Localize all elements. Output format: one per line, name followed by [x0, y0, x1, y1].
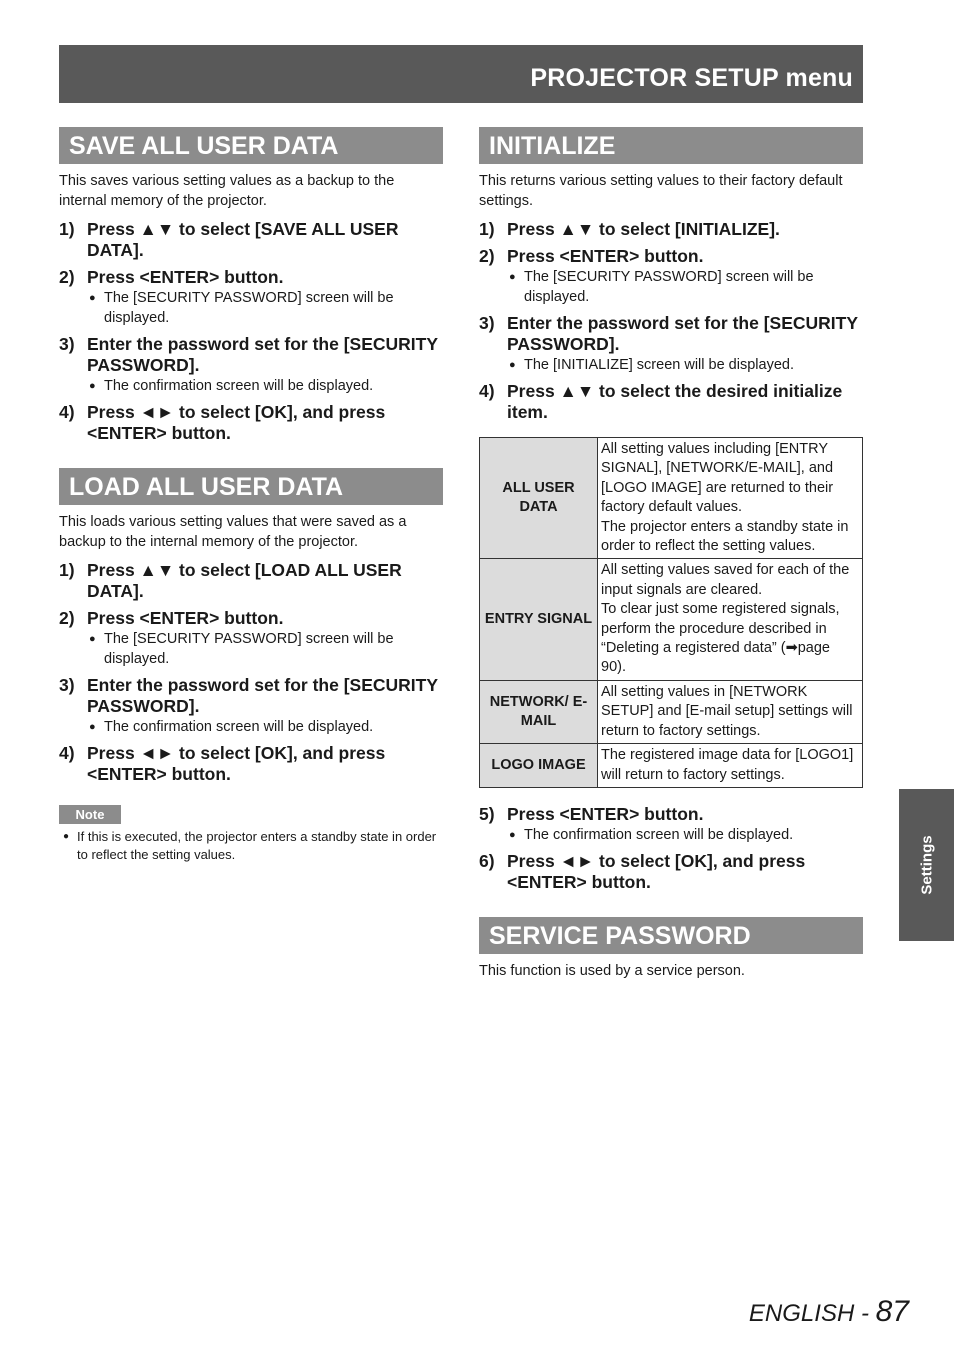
step-number: 2) [479, 246, 495, 266]
step-number: 2) [59, 608, 75, 628]
table-value-cell: All setting values in [NETWORK SETUP] and [E-mail setup] settings will return to factory settings. [598, 680, 863, 743]
bullet-text: The [INITIALIZE] screen will be displayed. [524, 357, 794, 373]
step-number: 5) [479, 803, 495, 824]
step-number: 6) [479, 850, 495, 871]
save-steps [59, 219, 443, 444]
step-item [479, 381, 863, 423]
step-bullet [59, 376, 443, 396]
step-bullet [59, 629, 443, 669]
step-number: 1) [59, 560, 75, 580]
table-value-cell: The registered image data for [LOGO1] will return to factory settings. [598, 744, 863, 788]
side-tab-label: Settings [918, 835, 935, 895]
service-password-heading: SERVICE PASSWORD [479, 917, 863, 954]
left-column [59, 127, 443, 864]
step-number: 2) [59, 267, 75, 287]
page-header [59, 45, 863, 103]
step-text: Press <ENTER> button. [507, 246, 704, 266]
bullet-text: The confirmation screen will be displayed. [524, 826, 794, 843]
step-text: Press ◄► to select [OK], and press <ENTER> button. [87, 743, 386, 784]
bullet-icon: ● [89, 380, 96, 392]
footer-language: ENGLISH - [748, 1300, 876, 1327]
bullet-icon: ● [509, 828, 516, 841]
note-item [59, 828, 443, 864]
table-key-cell: LOGO IMAGE [480, 744, 598, 788]
table-key-cell: ENTRY SIGNAL [480, 559, 598, 680]
step-number: 4) [479, 381, 495, 401]
table-value-cell: All setting values saved for each of the input signals are cleared. To clear just some registered signals, perform the procedure described in “Deleting a registered data” (➡page 90). [598, 559, 863, 680]
initialize-steps-after [479, 804, 863, 893]
step-number: 1) [479, 219, 495, 239]
step-text: Press ▲▼ to select [SAVE ALL USER DATA]. [87, 219, 399, 260]
step-item [479, 804, 863, 845]
step-number: 4) [59, 743, 75, 763]
step-item [59, 743, 443, 785]
initialize-items-table [479, 437, 863, 788]
step-text: Press ◄► to select [OK], and press <ENTER> button. [87, 402, 386, 443]
step-bullet [59, 288, 443, 328]
step-item [59, 334, 443, 396]
step-text: Press ◄► to select [OK], and press <ENTER> button. [507, 850, 806, 892]
save-intro: This saves various setting values as a backup to the internal memory of the projector. [59, 173, 395, 209]
initialize-intro: This returns various setting values to their factory default settings. [479, 173, 843, 209]
load-intro: This loads various setting values that were saved as a backup to the internal memory of the projector. [59, 514, 407, 550]
step-item [479, 851, 863, 893]
step-item [59, 560, 443, 602]
save-all-user-data-heading: SAVE ALL USER DATA [59, 127, 443, 164]
step-number: 3) [479, 313, 495, 333]
step-item [59, 608, 443, 669]
bullet-text: The [SECURITY PASSWORD] screen will be displayed. [524, 269, 814, 305]
step-item [59, 267, 443, 328]
note-text: If this is executed, the projector enters a standby state in order to reflect the setting values. [77, 829, 437, 862]
step-text: Press <ENTER> button. [507, 803, 704, 824]
bullet-text: The confirmation screen will be displayed. [104, 378, 374, 394]
step-text: Press ▲▼ to select [INITIALIZE]. [507, 219, 780, 239]
step-bullet [479, 825, 863, 845]
table-row [480, 438, 863, 559]
step-text: Press ▲▼ to select [LOAD ALL USER DATA]. [87, 560, 402, 601]
table-row [480, 744, 863, 788]
bullet-icon: ● [63, 831, 70, 842]
page-footer [749, 1295, 909, 1329]
table-key-cell: ALL USER DATA [480, 438, 598, 559]
step-item [479, 219, 863, 240]
step-number: 3) [59, 334, 75, 354]
bullet-icon: ● [509, 271, 516, 283]
bullet-text: The [SECURITY PASSWORD] screen will be displayed. [104, 290, 394, 326]
bullet-text: The confirmation screen will be displayed. [104, 719, 374, 735]
table-row [480, 559, 863, 680]
step-text: Enter the password set for the [SECURITY PASSWORD]. [87, 675, 438, 716]
table-row [480, 680, 863, 743]
note-badge: Note [59, 805, 121, 824]
step-item [479, 313, 863, 375]
settings-side-tab [899, 789, 954, 941]
page-title: PROJECTOR SETUP menu [530, 64, 853, 92]
step-text: Press ▲▼ to select the desired initialize item. [507, 381, 843, 422]
step-number: 4) [59, 402, 75, 422]
service-intro: This function is used by a service person. [479, 962, 745, 979]
initialize-steps-before [479, 219, 863, 423]
bullet-icon: ● [509, 359, 516, 371]
step-bullet [479, 355, 863, 375]
initialize-heading: INITIALIZE [479, 127, 863, 164]
step-item [59, 219, 443, 261]
load-all-user-data-heading: LOAD ALL USER DATA [59, 468, 443, 505]
bullet-icon: ● [89, 633, 96, 645]
step-item [59, 675, 443, 737]
page-number: 87 [875, 1295, 909, 1328]
step-item [59, 402, 443, 444]
table-value-cell: All setting values including [ENTRY SIGNAL], [NETWORK/E-MAIL], and [LOGO IMAGE] are returned to their factory default values. The projector enters a standby state in order to reflect the setting values. [598, 438, 863, 559]
step-text: Enter the password set for the [SECURITY PASSWORD]. [87, 334, 438, 375]
step-item [479, 246, 863, 307]
step-text: Press <ENTER> button. [87, 267, 284, 287]
load-steps [59, 560, 443, 785]
bullet-icon: ● [89, 292, 96, 304]
right-column [479, 127, 863, 989]
step-bullet [479, 267, 863, 307]
step-text: Enter the password set for the [SECURITY PASSWORD]. [507, 313, 858, 354]
table-key-cell: NETWORK/ E-MAIL [480, 680, 598, 743]
step-bullet [59, 717, 443, 737]
step-number: 3) [59, 675, 75, 695]
bullet-icon: ● [89, 721, 96, 733]
step-text: Press <ENTER> button. [87, 608, 284, 628]
step-number: 1) [59, 219, 75, 239]
bullet-text: The [SECURITY PASSWORD] screen will be displayed. [104, 631, 394, 667]
